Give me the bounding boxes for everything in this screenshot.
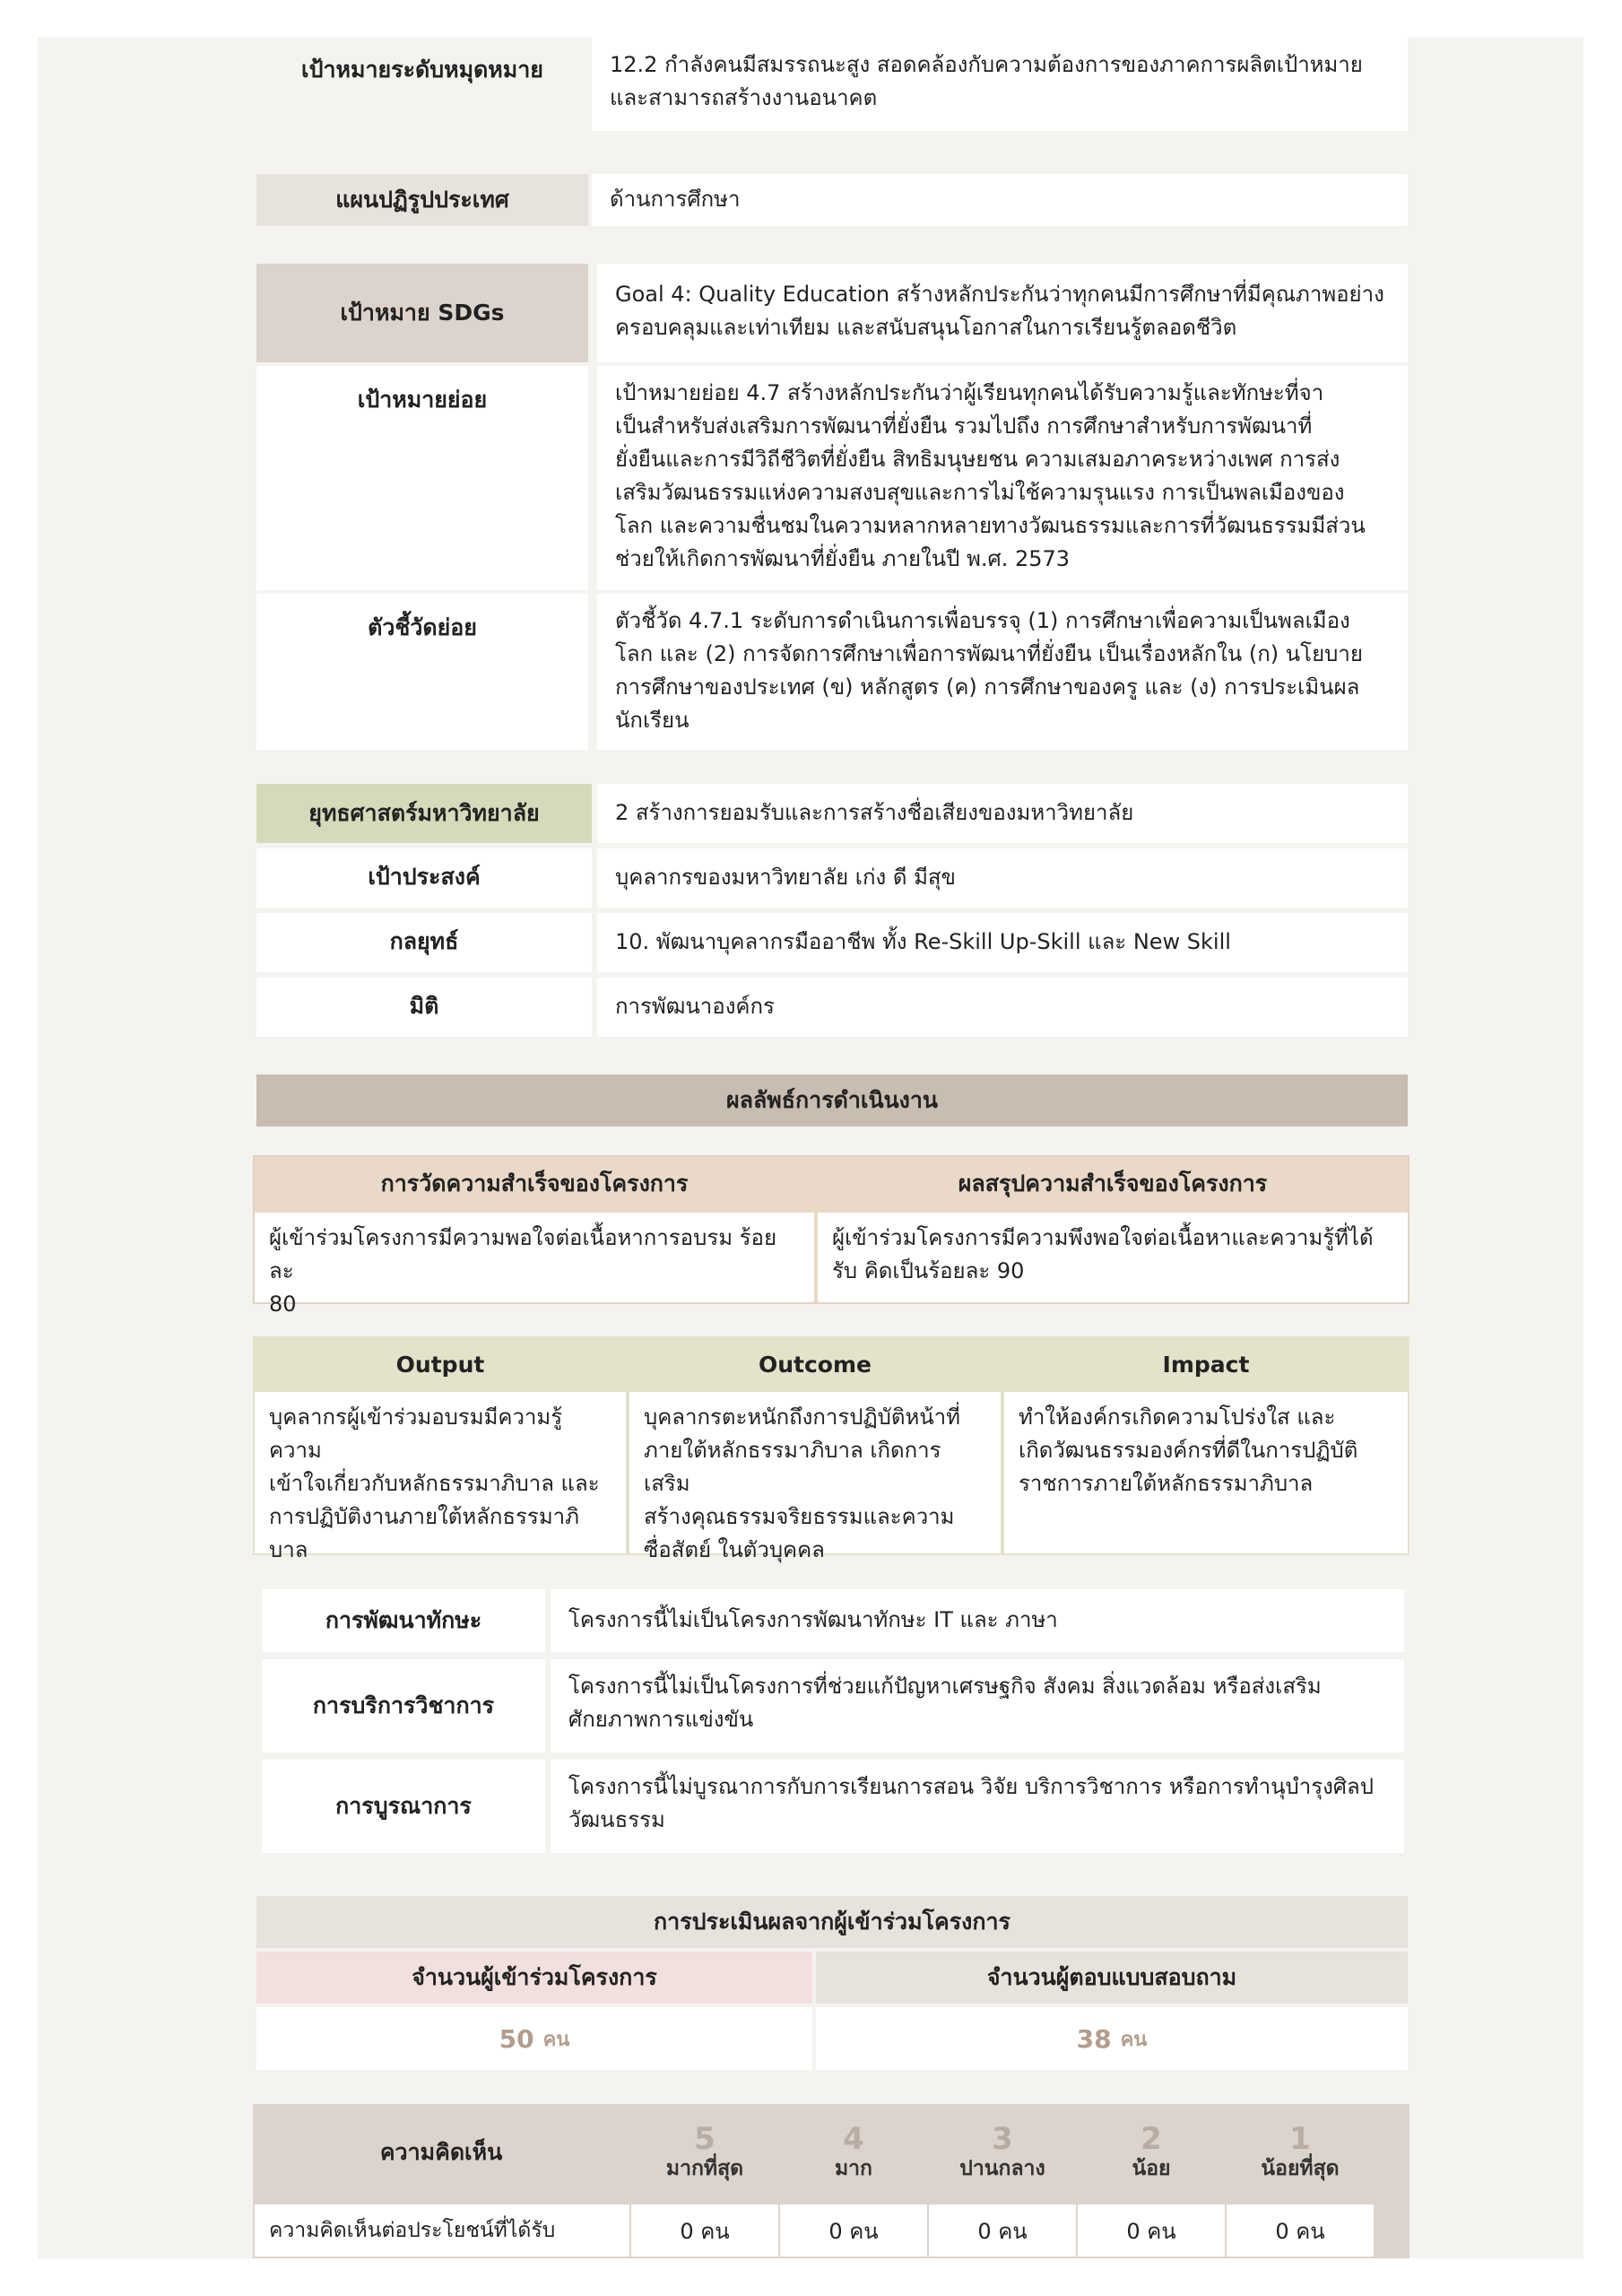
sdg-indicator-value: [597, 594, 1408, 750]
results-banner: ผลลัพธ์การดำเนินงาน: [256, 1074, 1408, 1126]
university-strategy-value: 2 สร้างการยอมรับและการสร้างชื่อเสียงของมหาวิทยาลัย: [597, 784, 1408, 843]
sdg-subgoal-label: [256, 366, 588, 590]
impact-cell: [1004, 1392, 1408, 1553]
opinion-row-label: ความคิดเห็นต่อประโยชน์ที่ได้รับ: [255, 2205, 629, 2257]
reform-plan-label: [256, 174, 588, 226]
sdg-subgoal-value: [597, 366, 1408, 590]
scale-3-text: ปานกลาง: [959, 2157, 1045, 2180]
scale-2-number: 2: [1141, 2121, 1162, 2157]
measure-header: การวัดความสำเร็จของโครงการ: [380, 1170, 689, 1196]
results-table: [253, 1155, 1409, 1317]
opinion-value-3: 0 คน: [929, 2205, 1076, 2257]
sdg-subgoal-line: เสริมวัฒนธรรมแห่งความสงบสุขและการไม่ใช้ความรุนแรง การเป็นพลเมืองของ: [615, 480, 1345, 505]
opinion-table: [253, 2104, 1409, 2258]
outcome-line: ภายใต้หลักธรรมาภิบาล เกิดการเสริม: [644, 1438, 941, 1496]
scale-3: [929, 2104, 1076, 2201]
scale-5: [631, 2104, 778, 2201]
ooi-table: [253, 1336, 1409, 1562]
sdg-indicator-line: ตัวชี้วัด 4.7.1 ระดับการดำเนินการเพื่อบรรจุ (1) การศึกษาเพื่อความเป็นพลเมือง: [615, 608, 1350, 633]
scale-1-number: 1: [1289, 2121, 1311, 2157]
outcome-header: Outcome: [758, 1351, 872, 1378]
sdg-goal-line: ครอบคลุมและเท่าเทียม และสนับสนุนโอกาสในการเรียนรู้ตลอดชีวิต: [615, 315, 1237, 340]
integration-label-text: การบูรณาการ: [335, 1793, 472, 1819]
skill-dev-label: [262, 1589, 545, 1652]
purpose-label: [256, 848, 592, 908]
output-header: Output: [395, 1351, 485, 1378]
summary-line: ผู้เข้าร่วมโครงการมีความพึงพอใจต่อเนื้อหาและความรู้ที่ได้: [832, 1225, 1374, 1250]
scale-4: [780, 2104, 927, 2201]
participants-header: จำนวนผู้เข้าร่วมโครงการ: [256, 1952, 812, 2004]
opinion-value-2: 0 คน: [1078, 2205, 1225, 2257]
level-target-line-1: 12.2 กำลังคนมีสมรรถนะสูง สอดคล้องกับความต้องการของภาคการผลิตเป้าหมาย: [610, 52, 1363, 77]
evaluation-banner: การประเมินผลจากผู้เข้าร่วมโครงการ: [256, 1896, 1408, 1948]
outcome-line: ซื่อสัตย์ ในตัวบุคคล: [644, 1537, 825, 1562]
scale-5-number: 5: [694, 2121, 716, 2157]
academic-service-line: โครงการนี้ไม่เป็นโครงการที่ช่วยแก้ปัญหาเศรษฐกิจ สังคม สิ่งแวดล้อม หรือส่งเสริม: [568, 1674, 1322, 1699]
opinion-value-1: 0 คน: [1227, 2205, 1374, 2257]
summary-cell: [818, 1213, 1408, 1302]
respondents-count: [816, 2007, 1408, 2070]
output-line: เข้าใจเกี่ยวกับหลักธรรมาภิบาล และ: [269, 1471, 600, 1496]
purpose-label-text: เป้าประสงค์: [368, 864, 481, 890]
scale-3-number: 3: [992, 2121, 1013, 2157]
sdg-indicator-label: [256, 594, 588, 750]
impact-line: ทำให้องค์กรเกิดความโปร่งใส และ: [1019, 1405, 1336, 1430]
sdg-subgoal-line: เป้าหมายย่อย 4.7 สร้างหลักประกันว่าผู้เรียนทุกคนได้รับความรู้และทักษะที่จา: [615, 380, 1324, 405]
academic-service-label-text: การบริการวิชาการ: [312, 1692, 495, 1718]
opinion-header: ความคิดเห็น: [379, 2139, 503, 2165]
integration-line: วัฒนธรรม: [568, 1807, 665, 1832]
skill-dev-value: โครงการนี้ไม่เป็นโครงการพัฒนาทักษะ IT และ ภาษา: [551, 1589, 1404, 1652]
impact-line: เกิดวัฒนธรรมองค์กรที่ดีในการปฏิบัติ: [1019, 1438, 1358, 1463]
academic-service-line: ศักยภาพการแข่งขัน: [568, 1707, 754, 1732]
sdg-goal-label: [256, 264, 588, 362]
sdg-indicator-line: โลก และ (2) การจัดการศึกษาเพื่อการพัฒนาที่ยั่งยืน เป็นเรื่องหลักใน (ก) นโยบาย: [615, 641, 1363, 666]
academic-service-label: [262, 1659, 545, 1752]
sdg-indicator-label-text: ตัวชี้วัดย่อย: [368, 614, 477, 640]
participants-count: [256, 2007, 812, 2070]
sdg-subgoal-line: ยั่งยืนและการมีวิถีชีวิตที่ยั่งยืน สิทธิมนุษยชน ความเสมอภาคระหว่างเพศ การส่ง: [615, 447, 1340, 472]
skill-dev-label-text: การพัฒนาทักษะ: [325, 1607, 482, 1633]
summary-line: รับ คิดเป็นร้อยละ 90: [832, 1258, 1025, 1283]
outcome-line: สร้างคุณธรรมจริยธรรมและความ: [644, 1504, 955, 1529]
dimension-label: [256, 978, 592, 1037]
sdg-goal-value: [597, 264, 1408, 362]
integration-label: [262, 1760, 545, 1853]
opinion-value-5: 0 คน: [631, 2205, 778, 2257]
academic-service-value: [551, 1659, 1404, 1752]
university-strategy-label: [256, 784, 592, 843]
sdg-goal-label-text: เป้าหมาย SDGs: [340, 300, 505, 326]
tactic-label: [256, 913, 592, 972]
reform-plan-value: ด้านการศึกษา: [592, 174, 1408, 226]
summary-header: ผลสรุปความสำเร็จของโครงการ: [958, 1170, 1268, 1196]
sdg-subgoal-line: ช่วยให้เกิดการพัฒนาที่ยั่งยืน ภายในปี พ.ศ. 2573: [615, 546, 1071, 571]
output-cell: [255, 1392, 626, 1562]
participants-count-unit: คน: [542, 2028, 570, 2051]
page: [38, 38, 1583, 2258]
opinion-value-4: 0 คน: [780, 2205, 927, 2257]
scale-2-text: น้อย: [1132, 2157, 1171, 2180]
impact-line: ราชการภายใต้หลักธรรมาภิบาล: [1019, 1471, 1314, 1496]
university-strategy-label-text: ยุทธศาสตร์มหาวิทยาลัย: [308, 800, 540, 826]
respondents-count-unit: คน: [1120, 2028, 1148, 2051]
level-target-value: [592, 38, 1408, 131]
output-line: การปฏิบัติงานภายใต้หลักธรรมาภิบาล: [269, 1504, 579, 1562]
sdg-indicator-line: นักเรียน: [615, 708, 690, 733]
outcome-line: บุคลากรตะหนักถึงการปฏิบัติหน้าที่: [644, 1405, 960, 1430]
level-target-label: [256, 38, 588, 131]
impact-header: Impact: [1162, 1351, 1250, 1378]
dimension-value: การพัฒนาองค์กร: [597, 978, 1408, 1037]
respondents-header: จำนวนผู้ตอบแบบสอบถาม: [816, 1952, 1408, 2004]
tactic-value: 10. พัฒนาบุคลากรมืออาชีพ ทั้ง Re-Skill Up-Skill และ New Skill: [597, 913, 1408, 972]
scale-2: [1078, 2104, 1225, 2201]
purpose-value: บุคลากรของมหาวิทยาลัย เก่ง ดี มีสุข: [597, 848, 1408, 908]
scale-5-text: มากที่สุด: [665, 2157, 744, 2180]
dimension-label-text: มิติ: [409, 993, 439, 1019]
integration-line: โครงการนี้ไม่บูรณาการกับการเรียนการสอน วิจัย บริการวิชาการ หรือการทำนุบำรุงศิลป: [568, 1774, 1374, 1799]
sdg-goal-line: Goal 4: Quality Education สร้างหลักประกันว่าทุกคนมีการศึกษาที่มีคุณภาพอย่าง: [615, 282, 1384, 307]
sdg-indicator-line: การศึกษาของประเทศ (ข) หลักสูตร (ค) การศึกษาของครู และ (ง) การประเมินผล: [615, 674, 1360, 700]
participants-count-number: 50: [499, 2023, 534, 2054]
level-target-line-2: และสามารถสร้างงานอนาคต: [610, 85, 878, 110]
scale-1: [1227, 2104, 1374, 2201]
sdg-subgoal-label-text: เป้าหมายย่อย: [357, 387, 488, 413]
respondents-count-number: 38: [1076, 2023, 1112, 2054]
outcome-cell: [629, 1392, 1001, 1562]
scale-4-text: มาก: [834, 2157, 872, 2180]
scale-4-number: 4: [843, 2121, 864, 2157]
tactic-label-text: กลยุทธ์: [389, 928, 459, 954]
integration-value: [551, 1760, 1404, 1853]
level-target-label-text: เป้าหมายระดับหมุดหมาย: [301, 57, 543, 83]
scale-1-text: น้อยที่สุด: [1261, 2157, 1340, 2180]
sdg-subgoal-line: เป็นสำหรับส่งเสริมการพัฒนาที่ยั่งยืน รวมไปถึง การศึกษาสำหรับการพัฒนาที่: [615, 413, 1313, 439]
output-line: บุคลากรผู้เข้าร่วมอบรมมีความรู้ความ: [269, 1405, 563, 1463]
reform-plan-label-text: แผนปฏิรูปประเทศ: [335, 187, 509, 213]
measure-line: 80: [269, 1292, 297, 1317]
measure-cell: [255, 1213, 814, 1317]
measure-line: ผู้เข้าร่วมโครงการมีความพอใจต่อเนื้อหาการอบรม ร้อยละ: [269, 1225, 777, 1283]
sdg-subgoal-line: โลก และความชื่นชมในความหลากหลายทางวัฒนธรรมและการที่วัฒนธรรมมีส่วน: [615, 513, 1366, 538]
